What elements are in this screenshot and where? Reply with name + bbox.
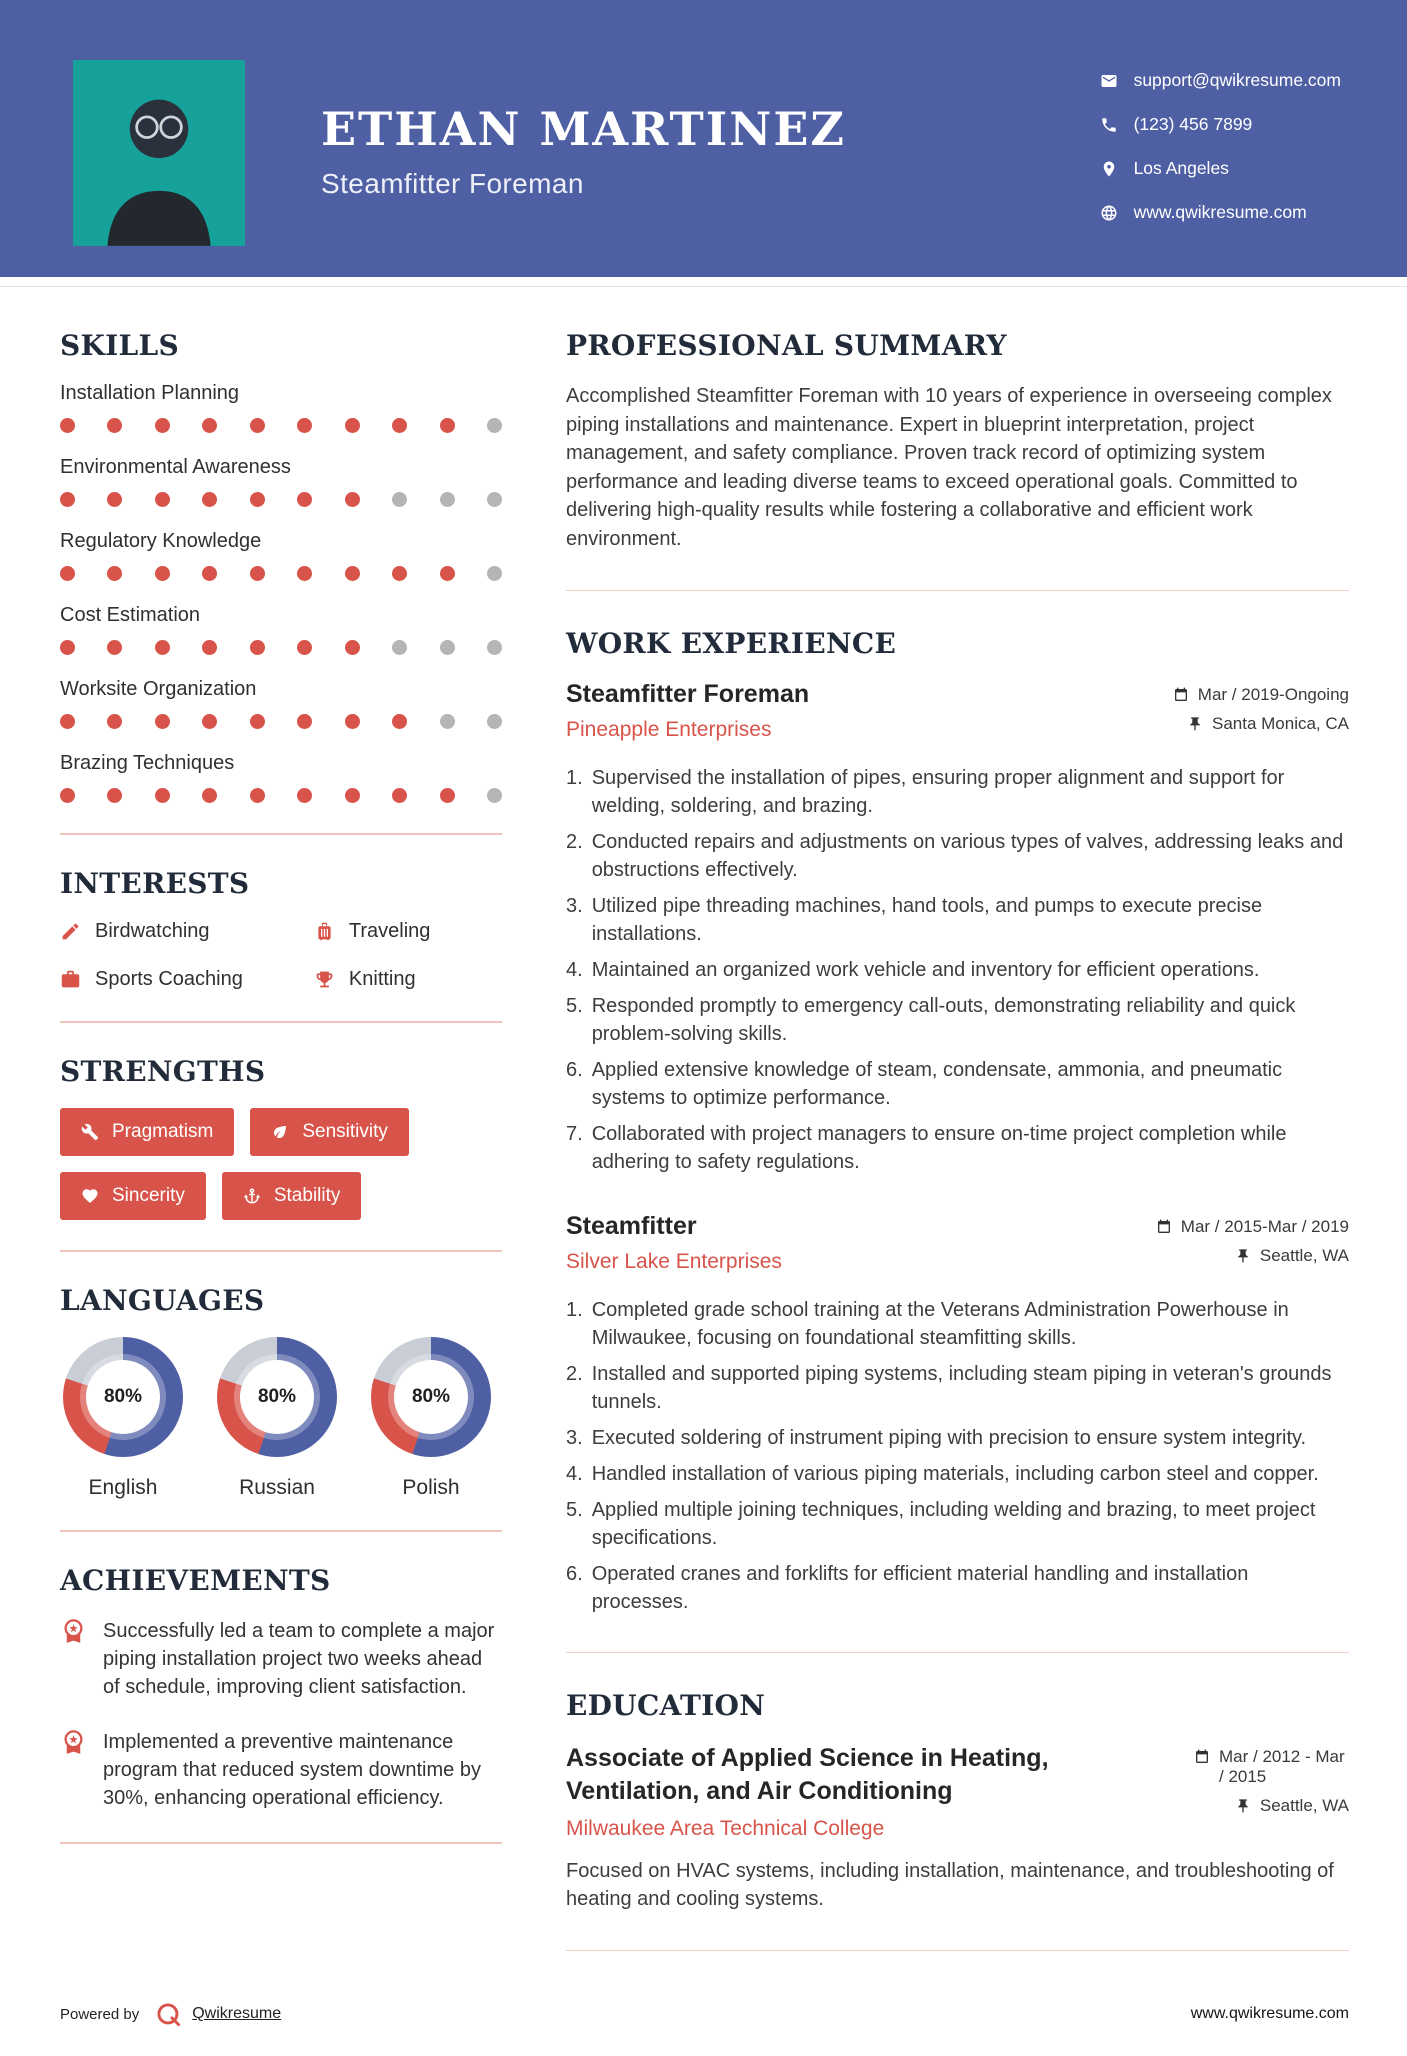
interests-list — [60, 920, 502, 991]
bullet-text: Conducted repairs and adjustments on various types of valves, addressing leaks and obstructions effectively. — [591, 830, 1344, 881]
rating-dot — [202, 566, 217, 581]
bullet-text: Completed grade school training at the Veterans Administration Powerhouse in Milwaukee, focusing on foundational steamfitting skills. — [591, 1298, 1289, 1349]
skill-rating — [60, 492, 502, 507]
skill-name: Cost Estimation — [60, 604, 201, 626]
globe-icon — [1100, 204, 1118, 222]
education-heading: EDUCATION — [566, 1688, 766, 1722]
qwikresume-logo-icon — [155, 2001, 182, 2028]
strength-label: Sensitivity — [302, 1121, 388, 1142]
education-entry — [566, 1742, 1349, 1841]
achievement-item — [60, 1728, 502, 1812]
language-donut — [63, 1337, 183, 1457]
section-divider — [60, 833, 502, 835]
rating-dot — [345, 566, 360, 581]
job-dates: Mar / 2019-Ongoing — [1197, 684, 1349, 704]
language-item — [60, 1337, 186, 1500]
bullet-number: 6. — [566, 1562, 583, 1585]
skill-rating — [60, 714, 502, 729]
strength-label: Stability — [273, 1185, 341, 1206]
rating-dot — [440, 566, 455, 581]
section-divider — [60, 1250, 502, 1252]
section-divider — [60, 1021, 502, 1023]
education-description: Focused on HVAC systems, including installation, maintenance, and troubleshooting of heating and cooling systems. — [566, 1859, 1334, 1911]
job-title-block — [566, 680, 809, 742]
rating-dot — [440, 418, 455, 433]
job-dates-row — [1156, 1217, 1349, 1237]
bullet-text: Installed and supported piping systems, including steam piping in veteran's grounds tunnels. — [591, 1362, 1332, 1413]
interests-heading: INTERESTS — [60, 867, 250, 900]
job-bullet — [566, 1496, 1349, 1552]
education-location: Seattle, WA — [1259, 1795, 1349, 1815]
job-header — [566, 1212, 1349, 1274]
interest-item — [314, 920, 502, 943]
summary-section — [566, 329, 1349, 554]
rating-dot — [487, 566, 502, 581]
rating-dot — [392, 418, 407, 433]
rating-dot — [60, 714, 75, 729]
rating-dot — [345, 714, 360, 729]
skill-name: Worksite Organization — [60, 678, 257, 700]
section-divider — [60, 1842, 502, 1844]
rating-dot — [60, 788, 75, 803]
rating-dot — [487, 714, 502, 729]
rating-dot — [487, 640, 502, 655]
rating-dot — [297, 418, 312, 433]
bullet-text: Responded promptly to emergency call-outs, demonstrating reliability and quick problem-solving skills. — [591, 994, 1296, 1045]
bullet-number: 4. — [566, 1462, 583, 1485]
rating-dot — [155, 418, 170, 433]
strength-chip — [250, 1108, 409, 1156]
right-column — [566, 329, 1349, 1987]
rating-dot — [60, 640, 75, 655]
left-column — [60, 329, 502, 1987]
luggage-icon — [314, 921, 335, 942]
bullet-text: Handled installation of various piping materials, including carbon steel and copper. — [591, 1462, 1319, 1485]
strengths-heading: STRENGTHS — [60, 1055, 266, 1088]
candidate-name: ETHAN MARTINEZ — [321, 102, 846, 156]
bullet-text: Applied multiple joining techniques, including welding and brazing, to meet project specifications. — [591, 1498, 1316, 1549]
job-bullet — [566, 1424, 1349, 1452]
strength-chip — [60, 1108, 234, 1156]
contact-list — [1100, 70, 1341, 277]
candidate-job-title: Steamfitter Foreman — [321, 168, 584, 199]
rating-dot — [392, 788, 407, 803]
pushpin-icon — [1187, 714, 1203, 732]
skill-name: Installation Planning — [60, 382, 240, 404]
job-location: Seattle, WA — [1259, 1245, 1349, 1265]
interest-label: Traveling — [348, 920, 431, 942]
award-icon — [60, 1617, 87, 1644]
wrench-icon — [81, 1123, 99, 1141]
languages-section — [60, 1284, 502, 1500]
interest-label: Sports Coaching — [95, 968, 243, 990]
job-bullet — [566, 1560, 1349, 1616]
language-donut — [371, 1337, 491, 1457]
job-entry — [566, 680, 1349, 1176]
bullet-text: Applied extensive knowledge of steam, condensate, ammonia, and pneumatic systems to optimize performance. — [591, 1058, 1283, 1109]
job-bullet — [566, 828, 1349, 884]
job-entry — [566, 1212, 1349, 1616]
bullet-number: 2. — [566, 830, 583, 853]
anchor-icon — [243, 1187, 261, 1205]
languages-heading: LANGUAGES — [60, 1284, 265, 1317]
language-item — [368, 1337, 494, 1500]
rating-dot — [107, 640, 122, 655]
rating-dot — [250, 492, 265, 507]
education-dates-row — [1194, 1747, 1349, 1787]
calendar-icon — [1173, 685, 1189, 703]
bullet-number: 6. — [566, 1058, 583, 1081]
rating-dot — [297, 788, 312, 803]
job-title-block — [566, 1212, 782, 1274]
email-icon — [1100, 72, 1118, 90]
skill-item — [60, 604, 502, 655]
header — [0, 0, 1407, 277]
job-bullets — [566, 764, 1349, 1176]
identity-block — [321, 102, 846, 277]
bullet-number: 7. — [566, 1122, 583, 1145]
briefcase-icon — [60, 969, 81, 990]
contact-text: (123) 456 7899 — [1133, 114, 1253, 134]
phone-icon — [1100, 116, 1118, 134]
rating-dot — [60, 566, 75, 581]
education-section — [566, 1689, 1349, 1914]
bullet-text: Executed soldering of instrument piping with precision to ensure system integrity. — [591, 1426, 1307, 1449]
job-bullet — [566, 1360, 1349, 1416]
content-columns — [0, 287, 1407, 1987]
rating-dot — [392, 566, 407, 581]
skills-section — [60, 329, 502, 803]
award-icon — [60, 1728, 87, 1755]
interest-label: Birdwatching — [95, 920, 210, 942]
rating-dot — [250, 714, 265, 729]
achievement-item — [60, 1617, 502, 1701]
interest-item — [60, 920, 314, 943]
rating-dot — [155, 566, 170, 581]
job-location: Santa Monica, CA — [1211, 713, 1349, 733]
rating-dot — [155, 492, 170, 507]
rating-dot — [487, 418, 502, 433]
heart-icon — [81, 1187, 99, 1205]
rating-dot — [440, 788, 455, 803]
contact-item[interactable] — [1100, 202, 1341, 223]
rating-dot — [345, 492, 360, 507]
rating-dot — [202, 788, 217, 803]
bullet-number: 2. — [566, 1362, 583, 1385]
bullet-text: Maintained an organized work vehicle and inventory for efficient operations. — [591, 958, 1260, 981]
footer — [0, 1987, 1407, 2056]
rating-dot — [392, 640, 407, 655]
bullet-text: Operated cranes and forklifts for efficient material handling and installation processes. — [591, 1562, 1249, 1613]
rating-dot — [250, 788, 265, 803]
pen-icon — [60, 921, 81, 942]
rating-dot — [487, 788, 502, 803]
rating-dot — [250, 640, 265, 655]
summary-heading: PROFESSIONAL SUMMARY — [566, 329, 1007, 362]
achievement-text: Successfully led a team to complete a major piping installation project two weeks ahead of schedule, improving client satisfaction. — [103, 1620, 495, 1698]
rating-dot — [107, 714, 122, 729]
job-bullet — [566, 892, 1349, 948]
rating-dot — [345, 788, 360, 803]
pushpin-icon — [1235, 1246, 1251, 1264]
rating-dot — [440, 492, 455, 507]
rating-dot — [107, 418, 122, 433]
rating-dot — [345, 418, 360, 433]
job-bullets — [566, 1296, 1349, 1616]
leaf-icon — [271, 1123, 289, 1141]
rating-dot — [60, 492, 75, 507]
rating-dot — [392, 714, 407, 729]
achievements-list — [60, 1617, 502, 1812]
interest-item — [314, 968, 502, 991]
language-percent: 80% — [86, 1360, 160, 1434]
rating-dot — [155, 640, 170, 655]
job-bullet — [566, 1296, 1349, 1352]
skill-name: Environmental Awareness — [60, 456, 291, 478]
location-icon — [1100, 160, 1118, 178]
section-divider — [566, 1652, 1349, 1653]
job-title: Steamfitter Foreman — [566, 679, 810, 708]
section-divider — [566, 590, 1349, 591]
skill-item — [60, 678, 502, 729]
bullet-number: 4. — [566, 958, 583, 981]
rating-dot — [297, 714, 312, 729]
bullet-number: 5. — [566, 1498, 583, 1521]
job-location-row — [1235, 1246, 1349, 1266]
job-dates-row — [1173, 685, 1349, 705]
bullet-number: 1. — [566, 1298, 583, 1321]
qwikresume-brand-link[interactable]: Qwikresume — [192, 2005, 282, 2023]
skill-item — [60, 456, 502, 507]
job-bullet — [566, 1460, 1349, 1488]
summary-text: Accomplished Steamfitter Foreman with 10 years of experience in overseeing complex piping installations and maintenance. Expert in blueprint interpretation, project management, and safety compliance. Proven track record of optimizing system performance and leading diverse teams to exceed operational goals. Committed to delivering high-quality results while fostering a collaborative and efficient work environment. — [566, 385, 1332, 550]
language-name: English — [88, 1476, 158, 1499]
bullet-text: Utilized pipe threading machines, hand tools, and pumps to execute precise installations. — [591, 894, 1263, 945]
skills-list — [60, 382, 502, 803]
footer-website[interactable]: www.qwikresume.com — [1190, 2005, 1349, 2023]
rating-dot — [487, 492, 502, 507]
experience-section — [566, 627, 1349, 1616]
rating-dot — [202, 640, 217, 655]
contact-text: support@qwikresume.com — [1133, 70, 1341, 90]
achievements-heading: ACHIEVEMENTS — [60, 1564, 331, 1597]
rating-dot — [202, 418, 217, 433]
job-bullet — [566, 764, 1349, 820]
rating-dot — [297, 640, 312, 655]
job-bullet — [566, 992, 1349, 1048]
rating-dot — [202, 714, 217, 729]
powered-by-label: Powered by — [60, 2005, 140, 2023]
job-bullet — [566, 956, 1349, 984]
language-percent: 80% — [240, 1360, 314, 1434]
skill-rating — [60, 418, 502, 433]
school-name: Milwaukee Area Technical College — [566, 1816, 885, 1840]
language-donut — [217, 1337, 337, 1457]
job-bullet — [566, 1056, 1349, 1112]
languages-list — [60, 1337, 502, 1500]
rating-dot — [155, 714, 170, 729]
skill-item — [60, 382, 502, 433]
person-avatar — [73, 60, 245, 246]
job-meta — [1173, 680, 1349, 734]
job-location-row — [1187, 714, 1349, 734]
rating-dot — [440, 640, 455, 655]
rating-dot — [155, 788, 170, 803]
trophy-icon — [314, 969, 335, 990]
calendar-icon — [1156, 1217, 1172, 1235]
strength-chip — [222, 1172, 362, 1220]
bullet-text: Collaborated with project managers to ensure on-time project completion while adhering to safety regulations. — [591, 1122, 1287, 1173]
calendar-icon — [1194, 1747, 1210, 1765]
rating-dot — [392, 492, 407, 507]
contact-item[interactable] — [1100, 70, 1341, 91]
language-name: Polish — [402, 1476, 460, 1499]
job-header — [566, 680, 1349, 742]
skill-name: Regulatory Knowledge — [60, 530, 262, 552]
rating-dot — [107, 492, 122, 507]
job-meta — [1156, 1212, 1349, 1266]
contact-text: www.qwikresume.com — [1133, 202, 1307, 222]
rating-dot — [250, 566, 265, 581]
language-percent: 80% — [394, 1360, 468, 1434]
skill-rating — [60, 788, 502, 803]
skill-name: Brazing Techniques — [60, 752, 235, 774]
job-dates: Mar / 2015-Mar / 2019 — [1180, 1216, 1349, 1236]
section-divider — [566, 1950, 1349, 1951]
rating-dot — [107, 566, 122, 581]
rating-dot — [297, 492, 312, 507]
rating-dot — [440, 714, 455, 729]
rating-dot — [345, 640, 360, 655]
education-location-row — [1235, 1796, 1349, 1816]
strengths-list — [60, 1108, 470, 1220]
education-meta — [1194, 1742, 1349, 1816]
rating-dot — [107, 788, 122, 803]
job-title: Steamfitter — [566, 1211, 697, 1240]
contact-item — [1100, 158, 1341, 179]
rating-dot — [60, 418, 75, 433]
job-bullet — [566, 1120, 1349, 1176]
contact-text: Los Angeles — [1133, 158, 1229, 178]
skill-item — [60, 530, 502, 581]
profile-photo — [73, 60, 245, 246]
bullet-number: 1. — [566, 766, 583, 789]
jobs-list — [566, 680, 1349, 1616]
achievements-section — [60, 1564, 502, 1812]
strength-chip — [60, 1172, 206, 1220]
degree-title: Associate of Applied Science in Heating, Ventilation, and Air Conditioning — [566, 1743, 1049, 1805]
bullet-number: 3. — [566, 894, 583, 917]
contact-item — [1100, 114, 1341, 135]
bullet-text: Supervised the installation of pipes, ensuring proper alignment and support for welding, soldering, and brazing. — [591, 766, 1285, 817]
strength-label: Pragmatism — [112, 1121, 214, 1142]
strength-label: Sincerity — [112, 1185, 185, 1206]
education-dates: Mar / 2012 - Mar / 2015 — [1219, 1746, 1345, 1786]
language-name: Russian — [239, 1476, 315, 1499]
rating-dot — [297, 566, 312, 581]
rating-dot — [202, 492, 217, 507]
interest-label: Knitting — [348, 968, 416, 990]
interests-section — [60, 867, 502, 991]
bullet-number: 5. — [566, 994, 583, 1017]
section-divider — [60, 1530, 502, 1532]
language-item — [214, 1337, 340, 1500]
skill-rating — [60, 566, 502, 581]
interest-item — [60, 968, 314, 991]
pushpin-icon — [1235, 1796, 1251, 1814]
skills-heading: SKILLS — [60, 329, 180, 362]
strengths-section — [60, 1055, 502, 1220]
company-name: Pineapple Enterprises — [566, 717, 772, 741]
bullet-number: 3. — [566, 1426, 583, 1449]
skill-rating — [60, 640, 502, 655]
skill-item — [60, 752, 502, 803]
experience-heading: WORK EXPERIENCE — [566, 626, 897, 660]
rating-dot — [250, 418, 265, 433]
company-name: Silver Lake Enterprises — [566, 1249, 782, 1273]
achievement-text: Implemented a preventive maintenance program that reduced system downtime by 30%, enhancing operational efficiency. — [103, 1731, 481, 1809]
